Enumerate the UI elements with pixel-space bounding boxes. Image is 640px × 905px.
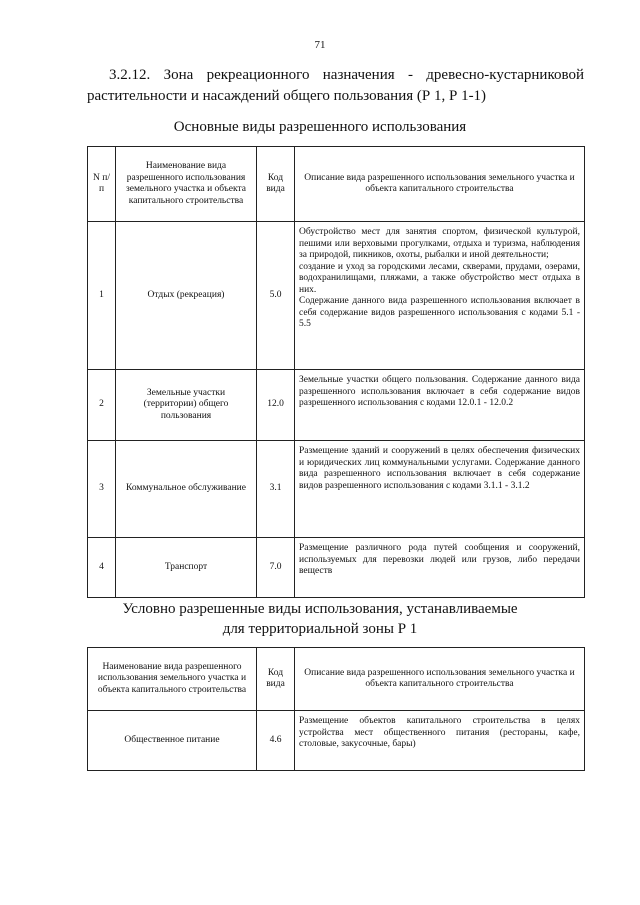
- row-num: 2: [88, 370, 116, 441]
- section-heading-line-2: растительности и насаждений общего пользования (Р 1, Р 1-1): [87, 88, 487, 104]
- row-desc-paragraph: Обустройство мест для занятия спортом, физической культурой, пешими или верховыми прогулками, отдыха и туризма, наблюдения за природой, пикников, охоты, рыбалки и иной деятельности;: [299, 227, 580, 260]
- row-desc: [295, 370, 585, 441]
- row-desc-paragraph: Размещение различного рода путей сообщения и сооружений, используемых для перевозки людей или грузов, либо передачи веществ: [299, 543, 580, 576]
- row-desc: [295, 441, 585, 538]
- section-heading-line-1: 3.2.12. Зона рекреационного назначения - древесно-кустарниковой: [109, 67, 584, 83]
- row-num: 3: [88, 441, 116, 538]
- row-desc: [295, 538, 585, 598]
- row-desc: Размещение объектов капитального строительства в целях устройства мест общественного питания (рестораны, кафе, столовые, закусочные, бары): [295, 711, 585, 771]
- row-desc-paragraph: Земельные участки общего пользования. Содержание данного вида разрешенного использования включает в себя содержание видов разрешенного использования с кодами 12.0.1 - 12.0.2: [299, 375, 580, 408]
- row-name: Земельные участки (территории) общего пользования: [116, 370, 257, 441]
- main-uses-table: [87, 146, 585, 598]
- row-code: 7.0: [257, 538, 295, 598]
- row-code: 12.0: [257, 370, 295, 441]
- row-code: 5.0: [257, 222, 295, 370]
- row-num: 1: [88, 222, 116, 370]
- table-row: [88, 711, 585, 771]
- header-name: Наименование вида разрешенного использования земельного участка и объекта капитального строительства: [116, 147, 257, 222]
- conditional-uses-title-line-1: Условно разрешенные виды использования, устанавливаемые: [122, 601, 518, 617]
- row-name: Отдых (рекреация): [116, 222, 257, 370]
- header-code: Код вида: [257, 147, 295, 222]
- row-desc-paragraph: создание и уход за городскими лесами, скверами, прудами, озерами, водохранилищами, пляжами, а также обустройство мест отдыха в них.: [299, 261, 580, 295]
- row-desc-paragraph: Размещение зданий и сооружений в целях обеспечения физических и юридических лиц коммунальными услугами. Содержание данного вида разрешенного использования включает в себя содержание видов разрешенного использования с кодами 3.1.1 - 3.1.2: [299, 446, 580, 491]
- conditional-uses-table: [87, 647, 585, 771]
- table-row: [88, 538, 585, 598]
- header-name: Наименование вида разрешенного использования земельного участка и объекта капитального строительства: [88, 648, 257, 711]
- row-name: Общественное питание: [88, 711, 257, 771]
- main-uses-header-row: [88, 147, 585, 222]
- page-number: 71: [314, 39, 326, 51]
- conditional-uses-header-row: [88, 648, 585, 711]
- conditional-uses-title-line-2: для территориальной зоны Р 1: [222, 621, 418, 637]
- table-row: [88, 222, 585, 370]
- row-desc: [295, 222, 585, 370]
- header-num: N п/п: [88, 147, 116, 222]
- header-desc: Описание вида разрешенного использования земельного участка и объекта капитального строительства: [295, 648, 585, 711]
- header-code: Код вида: [257, 648, 295, 711]
- row-code: 4.6: [257, 711, 295, 771]
- table-row: [88, 370, 585, 441]
- row-desc-paragraph: Содержание данного вида разрешенного использования включает в себя содержание видов разрешенного использования с кодами 5.1 - 5.5: [299, 296, 580, 329]
- row-name: Коммунальное обслуживание: [116, 441, 257, 538]
- table-row: [88, 441, 585, 538]
- main-uses-title: Основные виды разрешенного использования: [173, 119, 467, 135]
- row-num: 4: [88, 538, 116, 598]
- row-name: Транспорт: [116, 538, 257, 598]
- row-code: 3.1: [257, 441, 295, 538]
- header-desc: Описание вида разрешенного использования земельного участка и объекта капитального строительства: [295, 147, 585, 222]
